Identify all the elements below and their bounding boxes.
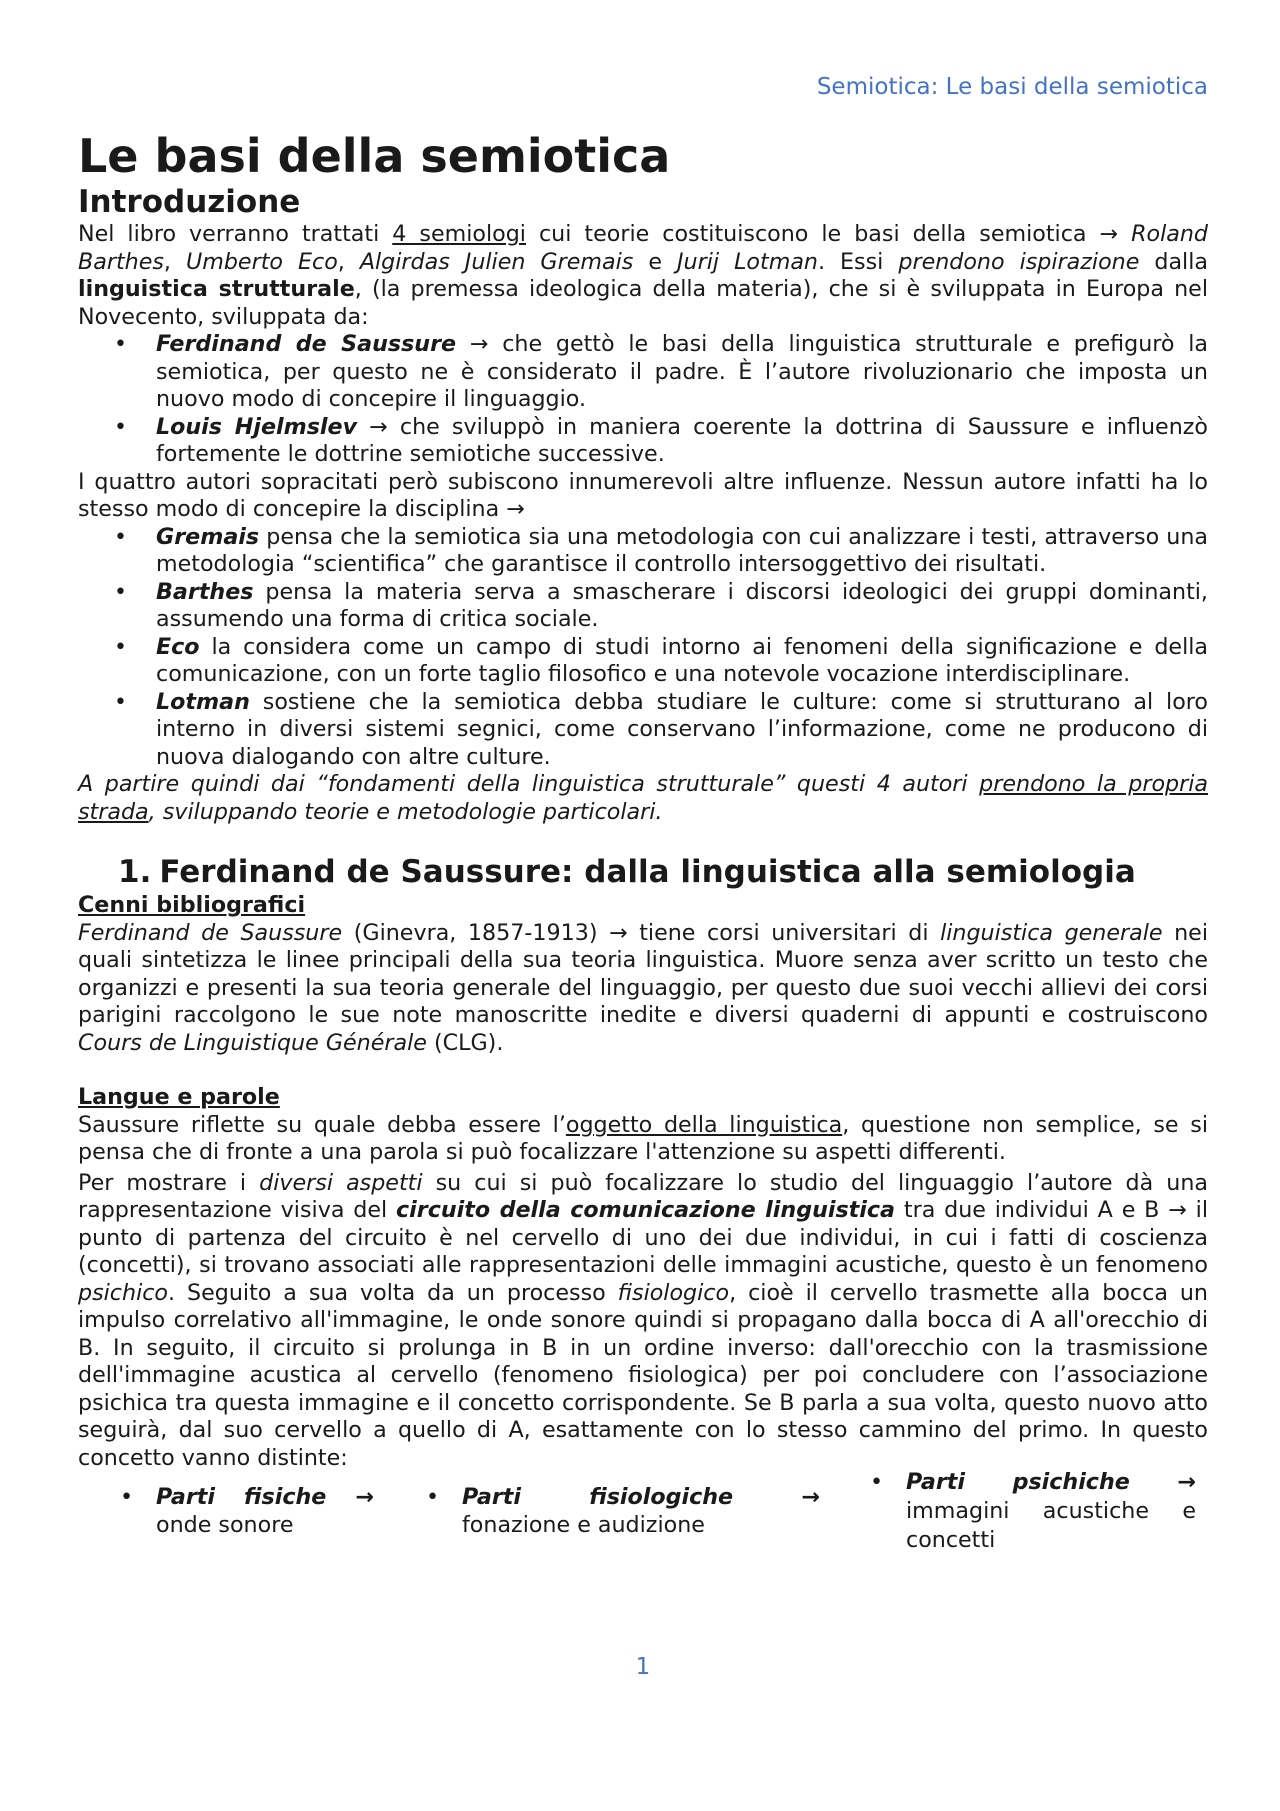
text-run: A partire quindi dai “fondamenti della linguistica strutturale” questi 4 autori: [78, 771, 980, 797]
arrow-icon: →: [1177, 1469, 1196, 1495]
text-run: , (la premessa ideologica della materia), che si è sviluppata in Europa nel Novecento, sviluppata da:: [78, 276, 1208, 330]
text-run: ,: [163, 248, 186, 275]
arrow-icon: →: [801, 1484, 820, 1510]
list-item: [78, 331, 1208, 414]
bullet-icon: •: [114, 689, 127, 715]
text-run: Nel libro verranno trattati: [78, 221, 393, 247]
underlined-text: prendono la propria strada: [78, 771, 1209, 825]
langue-paragraph-2: [78, 1170, 1208, 1473]
part-description: onde sonore: [156, 1511, 294, 1538]
part-label: psichiche: [1012, 1469, 1130, 1495]
bold-italic-term: circuito della comunicazione linguistica: [396, 1197, 896, 1223]
section-number: 1.: [118, 854, 152, 890]
text-run: Saussure riflette su quale debba essere l’: [78, 1111, 566, 1138]
bullet-icon: •: [114, 414, 127, 440]
list-item: [78, 689, 1208, 772]
list-item-name: Gremais: [156, 523, 260, 550]
arrow-icon: →: [355, 1484, 374, 1510]
italic-text: prendono ispirazione: [898, 248, 1140, 275]
text-run: cui teorie costituiscono le basi della semiotica →: [525, 221, 1132, 247]
italic-text: fisiologico: [617, 1279, 730, 1306]
document-title: Le basi della semiotica: [78, 129, 671, 183]
text-run: , cioè il cervello trasmette alla bocca un impulso correlativo all'immagine, le onde sonore quindi si propagano dalla bocca di A all'orecchio di B. In seguito, il circuito si prolunga in B in un ordine inverso: dall'orecchio con la trasmissione dell'immagine acustica al cervello (fenomeno fisiologica) per poi concludere con l’associazione psichica tra questa immagine e il concetto corrispondente. Se B parla a sua volta, questo nuovo atto seguirà, dal suo cervello a quello di A, esattamente con lo stesso cammino del primo. In questo concetto vanno distinte:: [78, 1279, 1208, 1471]
list-item-text: pensa che la semiotica sia una metodologia con cui analizzare i testi, attraverso una metodologia “scientifica” che garantisce il controllo intersoggettivo dei risultati.: [156, 523, 1208, 577]
text-run: , questione non semplice, se si pensa che di fronte a una parola si può focalizzare l'attenzione su aspetti differenti.: [78, 1111, 1208, 1165]
text-run: (CLG).: [426, 1029, 504, 1056]
part-label: Parti: [156, 1484, 215, 1510]
text-run: tra due individui A e B → il punto di partenza del circuito è nel cervello di uno dei due individui, in cui i fatti di coscienza (concetti), si trovano associati alle rappresentazioni delle immagini acustiche, questo è un fenomeno: [78, 1197, 1209, 1278]
list-item: [78, 414, 1208, 469]
list-item-name: Lotman: [156, 688, 250, 715]
bullet-icon: •: [120, 1484, 134, 1510]
intro-heading: Introduzione: [78, 184, 301, 220]
part-description: immagini acustiche e concetti: [906, 1498, 1196, 1553]
list-item-text: la considera come un campo di studi intorno ai fenomeni della significazione e della comunicazione, con un forte taglio filosofico e una notevole vocazione interdisciplinare.: [156, 633, 1208, 687]
underlined-text: 4 semiologi: [392, 221, 526, 247]
parts-column-physiological: [426, 1484, 820, 1539]
list-item-text: → che gettò le basi della linguistica strutturale e prefigurò la semiotica, per questo ne è considerato il padre. È l’autore rivoluzionario che imposta un nuovo modo di concepire il linguaggio.: [156, 331, 1208, 412]
list-item-name: Ferdinand de Saussure: [156, 331, 457, 357]
italic-text: diversi aspetti: [259, 1169, 423, 1196]
text-run: Per mostrare i: [78, 1169, 260, 1196]
authors-list: [78, 524, 1208, 772]
parts-column-psychic: [870, 1468, 1196, 1555]
intro-conclusion: [78, 771, 1208, 826]
list-item-text: → che sviluppò in maniera coerente la dottrina di Saussure e influenzò fortemente le dottrine semiotiche successive.: [156, 413, 1208, 467]
underlined-text: oggetto della linguistica: [565, 1111, 843, 1138]
founders-list: [78, 331, 1208, 469]
intro-paragraph: [78, 221, 1208, 331]
bullet-icon: •: [114, 634, 127, 660]
author-name: Ferdinand de Saussure: [78, 919, 343, 946]
list-item: [78, 524, 1208, 579]
bullet-icon: •: [114, 579, 127, 605]
author-name: Jurij Lotman: [677, 248, 818, 275]
text-run: . Seguito a sua volta da un processo: [168, 1279, 618, 1306]
italic-text: psichico: [78, 1279, 169, 1306]
part-label: fisiologiche: [589, 1484, 734, 1510]
author-name: Umberto Eco: [185, 248, 338, 275]
text-run: ,: [337, 248, 360, 275]
text-run: (Ginevra, 1857-1913) → tiene corsi universitari di: [342, 919, 941, 946]
part-label: Parti: [462, 1484, 521, 1510]
document-body: [78, 183, 1208, 1564]
parts-column-physical: [120, 1484, 374, 1539]
intro-paragraph-2: I quattro autori sopracitati però subiscono innumerevoli altre influenze. Nessun autore infatti ha lo stesso modo di concepire la disciplina →: [78, 468, 1208, 522]
book-title: Cours de Linguistique Générale: [78, 1029, 427, 1056]
list-item-text: pensa la materia serva a smascherare i discorsi ideologici dei gruppi dominanti, assumendo una forma di critica sociale.: [156, 578, 1208, 632]
bullet-icon: •: [426, 1484, 440, 1510]
text-run: dalla: [1139, 248, 1208, 275]
italic-text: linguistica generale: [940, 919, 1163, 946]
langue-paragraph-1: [78, 1112, 1208, 1167]
text-run: . Essi: [817, 248, 899, 275]
parts-columns: [78, 1469, 1208, 1564]
author-name: Algirdas Julien Gremais: [359, 248, 634, 275]
part-label: fisiche: [244, 1484, 327, 1510]
list-item: [78, 579, 1208, 634]
bullet-icon: •: [870, 1469, 884, 1495]
list-item-name: Louis Hjelmslev: [156, 413, 358, 440]
list-item-name: Barthes: [156, 578, 254, 605]
part-description: fonazione e audizione: [462, 1511, 705, 1538]
part-label: Parti: [906, 1469, 965, 1495]
bold-term: linguistica strutturale: [78, 276, 355, 302]
text-run: , sviluppando teorie e metodologie particolari.: [148, 798, 663, 825]
text-run: e: [633, 248, 678, 275]
text-run: su cui si può focalizzare lo studio del linguaggio l’autore dà una rappresentazione visiva del: [78, 1169, 1208, 1223]
langue-heading: Langue e parole: [78, 1084, 280, 1110]
running-header: Semiotica: Le basi della semiotica: [816, 74, 1208, 100]
text-run: nei quali sintetizza le linee principali della sua teoria linguistica. Muore senza aver scritto un testo che organizzi e presenti la sua teoria generale del linguaggio, per questo due suoi vecchi allievi dei corsi parigini raccolgono le sue note manoscritte inedite e diversi quaderni di appunti e costruiscono: [78, 919, 1208, 1028]
bio-paragraph: [78, 920, 1208, 1058]
bullet-icon: •: [114, 524, 127, 550]
page-number: 1: [635, 1654, 651, 1680]
author-name: Roland Barthes: [78, 221, 1209, 275]
section-title: Ferdinand de Saussure: dalla linguistica alla semiologia: [159, 854, 1136, 890]
bio-heading: Cenni bibliografici: [78, 892, 306, 918]
bullet-icon: •: [114, 332, 127, 357]
list-item-text: sostiene che la semiotica debba studiare le culture: come si strutturano al loro interno in diversi sistemi segnici, come conservano l’informazione, come ne producono di nuova dialogando con altre culture.: [156, 688, 1208, 770]
section-heading: [78, 852, 1208, 892]
list-item-name: Eco: [156, 633, 200, 660]
list-item: [78, 634, 1208, 689]
